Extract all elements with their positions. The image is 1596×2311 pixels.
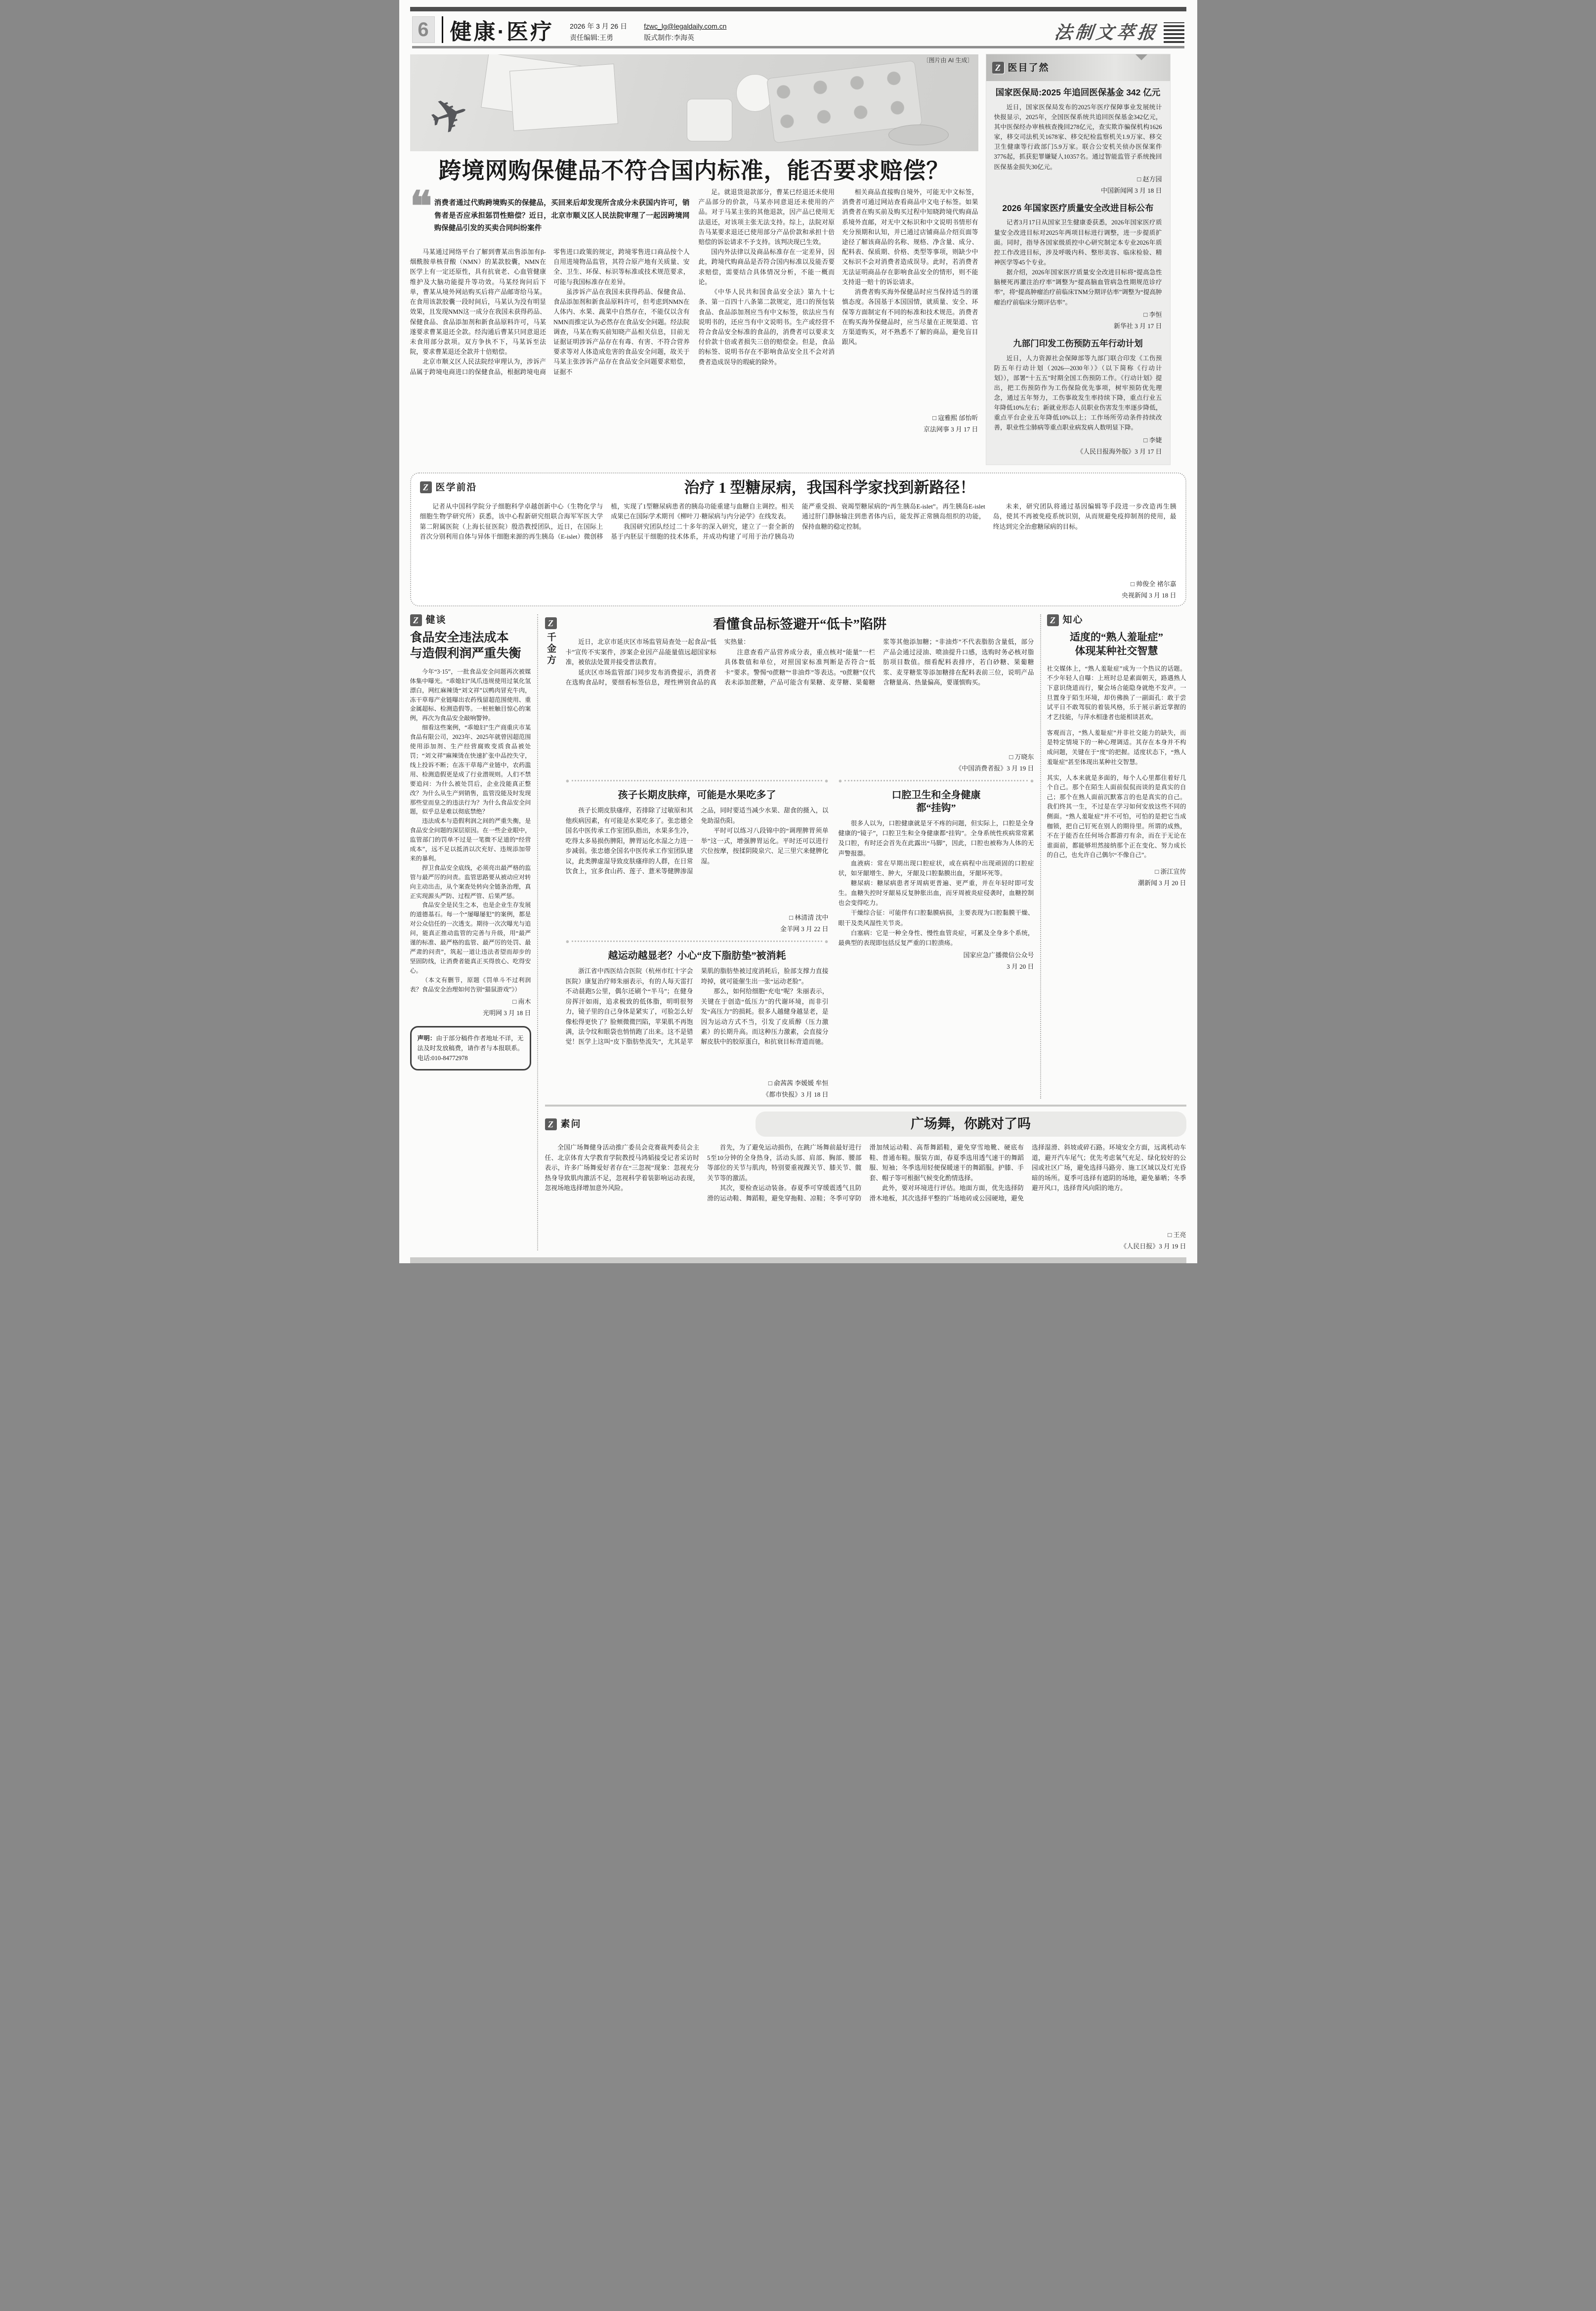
food-label-body: 近日，北京市延庆区市场监管局查处一起食品“低卡”宣传不实案件，涉案企业因产品能量值远超国家标准，被依法处置并接受普法教育。 延庆区市场监管部门同步发布消费提示，消费者在选购食品时，要细看标签信息，理性辨别食品的真实热量： 注意查看产品营养成分表，重点核对“能量”一栏具体数值和单位，对照国家标准判断是否符合“低卡”要求。警惕“0蔗糖”“非油炸”等表达。“0蔗糖”仅代表未添加蔗糖，产品可能含有果糖、麦芽糖、果葡糖浆等其他添加糖；“非油炸”不代表脂肪含量低，部分产品会通过浸油、喷油提升口感，选购时务必核对脂肪项目数值。细看配料表排序，若白砂糖、果葡糖浆、麦芽糖浆等添加糖排在配料表前三位，说明产品含糖量高、热量偏高，要谨慎购买。 bbox=[565, 639, 1034, 686]
skin-itch-source: 金羊网 3 月 22 日 bbox=[780, 925, 829, 933]
dotted-separator: ● ● bbox=[565, 777, 829, 785]
exercise-aging-headline: 越运动越显老？小心“皮下脂肪垫”被消耗 bbox=[608, 950, 786, 962]
main-source: 京法网事 3 月 17 日 bbox=[923, 425, 978, 433]
lead-paragraph bbox=[410, 183, 690, 242]
z-logo-icon: Z bbox=[992, 62, 1004, 74]
page-number: 6 bbox=[412, 16, 435, 43]
sidebar-item bbox=[986, 197, 1170, 332]
sidebar-item-headline: 九部门印发工伤预防五年行动计划 bbox=[1013, 338, 1143, 348]
oral-health-headline: 口腔卫生和全身健康 都“挂钩” bbox=[891, 790, 981, 814]
commentary-headline: 食品安全违法成本 与造假利润严重失衡 bbox=[410, 631, 521, 661]
newspaper-page bbox=[399, 0, 1197, 1263]
heart-column bbox=[1041, 614, 1186, 1099]
top-fold-bar bbox=[410, 7, 1186, 11]
main-byline: □ 寇雅熙 邰怡昕 bbox=[932, 414, 978, 422]
exercise-aging-body: 浙江省中西医结合医院（杭州市红十字会医院）康复治疗师朱丽表示，有的人每天雷打不动晨跑5公里，偶尔还刷个“半马”；在健身房挥汗如雨，追求极致的低体脂，明明很努力，镜子里的自己身体是紧实了，可脸怎么好像松得更快了？脸颊微微凹陷，苹果肌不再饱满，法令纹和眼袋也悄悄跑了出来。这不是错觉！医学上这叫“皮下脂肪垫流失”，尤其是苹果肌的脂肪垫被过度消耗后，脸部支撑力直接垮掉，就可能催生出一张“运动老脸”。 那么，如何给细胞“充电”呢？朱丽表示，关键在于创造“低压力”的代谢环境，而非引发“高压力”的损耗。很多人越健身越显老，是因为运动方式不当，引发了皮质醇（压力激素）的长期升高。而这种压力激素，会直接分解皮肤中的胶原蛋白，和抗衰目标背道而驰。 bbox=[565, 968, 829, 1046]
sidebar-kicker: 医目了然 bbox=[1008, 62, 1050, 73]
sidebar-item-body: 近日，人力资源社会保障部等九部门联合印发《工伤预防五年行动计划（2026—2030年）》（以下简称《行动计划》），部署“十五五”时期全国工伤预防工作。《行动计划》提出，把工伤预防作为工伤保险优先事项，树牢预防优先理念，通过五年努力，工伤事故发生率持续下降，重点行业五年降低10%左右；新就业形态人员职业伤害发生率逐步降低，重点平台企业五年降低10%以上；工作场所劳动条件持续改善，职业性尘肺病等重点职业病发病人数明显下降。 bbox=[994, 354, 1162, 431]
sidebar-item-headline: 国家医保局:2025 年追回医保基金 342 亿元 bbox=[995, 87, 1161, 97]
heart-source: 潮新闻 3 月 20 日 bbox=[1137, 879, 1186, 887]
section-title: 健康·医疗 bbox=[450, 20, 554, 44]
square-dance-headline: 广场舞，你跳对了吗 bbox=[756, 1112, 1186, 1137]
heart-body: 社交媒体上，“熟人羞耻症”成为一个热议的话题。不少年轻人自曝：上班时总是素面朝天，路遇熟人下意识绕道而行，聚会场合能隐身就绝不发声。一旦置身于陌生环境，却仿佛换了一副面孔：敢于尝试平日不敢驾驭的着装风格，乐于展示新近掌握的才艺技能，与萍水相逢者也能相谈甚欢。 客观而言，“熟人羞耻症”并非社交能力的缺失，而是特定情境下的一种心理调适。其存在本身并不构成问题，关键在于“度”的把握。适度状态下，“熟人羞耻症”甚至体现出某种社交智慧。 其实，人本来就是多面的，每个人心里都住着好几个自己。那个在陌生人面前侃侃而谈的是真实的自己；那个在熟人面前沉默寡言的也是真实的自己。我们终其一生，不过是在学习如何安放这些不同的侧面。“熟人羞耻症”并不可怕，可怕的是把它当成枷锁，把自己钉死在别人的期待里。所谓的成熟，不在于能否在任何场合都游刃有余，而在于无论在谁面前，都能够坦然接纳那个正在变化、努力成长的自己，也允许自己偶尔“不像自己”。 bbox=[1047, 665, 1186, 859]
sidebar-medical-news bbox=[986, 54, 1170, 465]
oral-health-source: 3 月 20 日 bbox=[1007, 963, 1034, 971]
sidebar-item-byline: □ 李婕 bbox=[1143, 436, 1162, 444]
sidebar-header bbox=[986, 54, 1170, 81]
food-label-source: 《中国消费者报》3 月 19 日 bbox=[955, 765, 1034, 772]
commentary-kicker: 健谈 bbox=[425, 615, 447, 626]
oral-health-byline: 国家应急广播微信公众号 bbox=[963, 951, 1034, 959]
food-label-headline: 看懂食品标签避开“低卡”陷阱 bbox=[713, 616, 886, 632]
sidebar-item-byline: □ 赵方园 bbox=[1137, 175, 1162, 183]
publish-date: 2026 年 3 月 26 日 bbox=[570, 22, 628, 30]
masthead-divider bbox=[442, 16, 443, 43]
frontier-byline: □ 帅俊全 褚尔嘉 bbox=[1131, 580, 1176, 588]
newspaper-brand bbox=[1054, 22, 1184, 43]
contact-email: fzwc_lg@legaldaily.com.cn bbox=[644, 22, 727, 30]
sidebar-item-body: 记者3月17日从国家卫生健康委获悉，2026年国家医疗质量安全改进目标对2025年两项目标进行调整，进一步提质扩面。同时，指导各国家级质控中心研究制定本专业2026年质控工作改进目标，涉及呼吸内科、整形美容、临床检验、精神医学等45个专业。 据介绍，2026年国家医疗质量安全改进目标将“提高急性脑梗死再灌注治疗率”调整为“提高脑血管病急性期规范诊疗率”，将“提高肿瘤治疗前临床TNM分期评估率”调整为“提高肿瘤治疗前临床分期评估率”。 bbox=[994, 219, 1162, 306]
page-bottom-bar bbox=[410, 1257, 1186, 1263]
commentary-column bbox=[410, 614, 538, 1250]
lead-photo bbox=[410, 54, 978, 151]
square-dance-section bbox=[545, 1105, 1186, 1250]
health-tips-section bbox=[545, 614, 1041, 1099]
square-dance-byline: □ 王亮 bbox=[1168, 1231, 1186, 1239]
sidebar-item bbox=[986, 81, 1170, 197]
commentary-body: 今年“3·15”，一批食品安全问题再次被媒体集中曝光。“乖媳妇”凤爪违规使用过氧化氢漂白，网红麻辣烫“刘文祥”以鸭肉冒充牛肉，冻干草莓产业链曝出农药残留超范围使用、重金属超标、检测造假等。一桩桩触目惊心的案例，再次为食品安全敲响警钟。 细看这些案例，“乖媳妇”生产商重庆市某食品有限公司，2023年、2025年就曾因超范围使用添加剂、生产经营腐败变质食品被处罚；“刘文祥”麻辣烫在快速扩张中品控失守，线上投诉不断；在冻干草莓产业链中，农药滥用、检测造假更是成了行业潜规则。人们不禁要追问：为什么被处罚后，企业没能真正整改？为什么从生产到销售，监管没能及时发现那些堂而皇之的违法行为？为什么食品安全问题，似乎总是难以彻底禁绝？ 违法成本与造假利润之间的严重失衡，是食品安全问题的深层原因。在一些企业眼中，监管部门的罚单不过是一笔微不足道的“经营成本”，远不足以抵消以次充好、违规添加带来的暴利。 捍卫食品安全底线，必须亮出最严格的监管与最严厉的问责。监管思路要从被动应对转向主动出击，从个案查处转向全链条治理，真正实现源头严防、过程严管、后果严惩。 食品安全是民生之本，也是企业生存发展的道德基石。每一个“屡曝屡犯”的案例，都是对公众信任的一次透支。期待一次次曝光与追问，能真正推动监管的完善与升级，用“最严谨的标准、最严格的监管、最严厉的处罚、最严肃的问责”，筑起一道让违法者望而却步的坚固防线，让消费者能真正买得放心、吃得安心。 （本文有删节，原题《罚单斗不过利润表？食品安全治理如何告别“猫鼠游戏”》） bbox=[410, 668, 531, 993]
publication-info bbox=[570, 22, 726, 43]
documents-illustration bbox=[509, 64, 618, 131]
notice-text: 由于部分稿件作者地址不详，无法及时发放稿费，请作者与本报联系。电话:010-84772978 bbox=[417, 1034, 524, 1062]
frontier-body: 记者从中国科学院分子细胞科学卓越创新中心（生物化学与细胞生物学研究所）获悉，该中心程新研究组联合海军军医大学第二附属医院（上海长征医院）殷浩教授团队，近日，在国际上首次分别利用自体与异体干细胞来源的再生胰岛（E-islet）微创移植，实现了1型糖尿病患者的胰岛功能重建与血糖自主调控。相关成果已在国际学术期刊《柳叶刀·糖尿病与内分泌学》在线发表。 我国研究团队经过二十多年的深入研究，建立了一套全新的基于内胚层干细胞的技术体系，并成功构建了可用于治疗胰岛功能严重受损、衰竭型糖尿病的“再生胰岛E-islet”。再生胰岛E-islet通过肝门静脉输注到患者体内后，能发挥正常胰岛组织的功能，保持血糖的稳定控制。 未来，研究团队将通过基因编辑等手段进一步改造再生胰岛，使其不再被免疫系统识别，从而规避免疫抑制剂的使用，最终达到完全治愈糖尿病的目标。 bbox=[420, 503, 1176, 541]
commentary-source: 光明网 3 月 18 日 bbox=[482, 1009, 531, 1017]
masthead-rule bbox=[412, 46, 1184, 49]
skin-itch-byline: □ 林清清 沈中 bbox=[789, 914, 829, 922]
designer-credit: 版式制作:李海英 bbox=[644, 33, 694, 42]
skin-itch-headline: 孩子长期皮肤痒，可能是水果吃多了 bbox=[618, 790, 776, 801]
main-body-right: 足。就退货退款部分，曹某已经退还未使用产品部分的价款，马某亦同意退还未使用的产品。对于马某主张的其他退款，因产品已使用无法退还，对该项主张无法支持。综上，法院对原告马某要求退还已使用部分产品价款和承担十倍赔偿的诉讼请求不予支持。该判决现已生效。 国内外法律以及商品标准存在一定差异，因此，跨境代购商品是否符合国内标准以及能否要求赔偿，需要结合具体情况分析，不能一概而论。 《中华人民共和国食品安全法》第九十七条、第一百四十八条第二款规定，进口的预包装食品、食品添加剂应当有中文标签，依法应当有说明书的，还应当有中文说明书。生产或经营不符合食品安全标准的食品的，消费者可以要求支付价款十倍或者损失三倍的赔偿金。但是，食品的标签、说明书存在不影响食品安全且不会对消费者造成误导的瑕疵的除外。 相关商品直接购自境外，可能无中文标签，消费者可通过网站查看商品中文电子标签。如果消费者在购买前及购买过程中知晓跨境代购商品系境外直邮，对无中文标识和中文说明书情形有充分预期和认知，并已通过店铺商品介绍页面等途径了解该商品的名称、规格、净含量、成分、配料表、保质期、价格、类型等事项，则缺少中文标识不会对消费者造成误导。此时，若消费者无法证明商品存在影响食品安全的情形，则不能支持退一赔十的诉讼请求。 消费者购买海外保健品时应当保持适当的谨慎态度。各国基于本国国情，就质量、安全、环保等方面制定有不同的标准和技术规范。消费者在购买海外保健品时，应当尽量在正规渠道、官方渠道购买，对不熟悉不了解的商品，避免盲目跟风。 bbox=[698, 188, 978, 366]
frontier-headline: 治疗 1 型糖尿病，我国科学家找到新路径！ bbox=[684, 478, 975, 496]
masthead bbox=[410, 15, 1186, 46]
z-logo-icon: Z bbox=[1047, 614, 1059, 626]
square-dance-kicker: 素问 bbox=[560, 1119, 582, 1130]
editor-credit: 责任编辑:王勇 bbox=[570, 33, 614, 42]
newspaper-name: 法制文萃报 bbox=[1053, 23, 1160, 43]
exercise-aging-source: 《都市快报》3 月 18 日 bbox=[762, 1091, 829, 1099]
skin-itch-body: 孩子长期皮肤瘙痒，若排除了过敏原和其他疾病因素，有可能是水果吃多了。张忠德全国名中医传承工作室团队指出，水果多生冷，吃得太多易损伤脾阳，脾胃运化水湿之力进一步减弱。张忠德全国名中医传承工作室团队建议，此类脾虚湿导致皮肤瘙痒的人群，在日常饮食上，宜多食山药、莲子、薏米等健脾渗湿之品，同时要适当减少水果、甜食的摄入，以免助湿伤阳。 平时可以练习八段锦中的“调理脾胃须单举”这一式，增强脾胃运化。平时还可以进行穴位按摩，按揉阴陵泉穴、足三里穴来健脾化湿。 bbox=[565, 807, 829, 875]
sidebar-item-body: 近日，国家医保局发布的2025年医疗保障事业发展统计快报显示，2025年，全国医保系统共追回医保基金342亿元，其中医保经办审核核查挽回278亿元，查实欺诈骗保机构1626家，移交司法机关1678家、移交纪检监察机关1.9万家、移交卫生健康等行政部门5.9万家。联合公安机关侦办医保案件3776起，抓获犯罪嫌疑人10357名。通过智能监管子系统挽回医保基金损失30亿元。 bbox=[994, 103, 1162, 171]
editorial-notice bbox=[410, 1026, 531, 1070]
z-logo-icon: Z bbox=[420, 481, 432, 493]
heart-byline: □ 浙江宣传 bbox=[1155, 868, 1186, 876]
heart-headline: 适度的“熟人羞耻症” 体现某种社交智慧 bbox=[1070, 631, 1163, 657]
z-logo-icon: Z bbox=[545, 617, 557, 629]
commentary-byline: □ 南木 bbox=[512, 997, 531, 1005]
main-headline: 跨境网购保健品不符合国内标准，能否要求赔偿？ bbox=[438, 158, 950, 183]
dotted-separator: ● ● bbox=[838, 777, 1034, 785]
oral-health-article bbox=[839, 772, 1034, 1099]
sidebar-item-headline: 2026 年国家医疗质量安全改进目标公布 bbox=[1002, 203, 1154, 213]
sidebar-item-source: 新华社 3 月 17 日 bbox=[1113, 322, 1162, 330]
z-logo-icon: Z bbox=[545, 1118, 557, 1130]
exercise-aging-byline: □ 俞茜茜 李媛媛 牟恒 bbox=[768, 1079, 829, 1087]
sidebar-item-source: 中国新闻网 3 月 18 日 bbox=[1100, 186, 1162, 194]
main-body-left: 马某通过网络平台了解到曹某出售添加有β-烟酰胺单核苷酸（NMN）的某款胶囊，NMN在医学上有一定还原性，具有抗衰老、心血管健康维护及大脑功能提升等功效。马某经询问后下单，曹某从境外网站购买后将产品邮寄给马某。在食用该款胶囊一段时间后，马某认为没有明显效果，且发现NMN这一成分在我国未获得药品、保健食品、食品添加剂和新食品原料许可，马某遂要求曹某退还全款。经沟通后曹某只同意退还未食用部分款项。双方争执不下，马某诉至法院，要求曹某退还全款并十倍赔偿。 北京市顺义区人民法院经审理认为，涉诉产品属于跨境电商进口的保健食品，根据跨境电商零售进口政策的规定，跨境零售进口商品按个人自用进境物品监管，其符合原产地有关质量、安全、卫生、环保、标识等标准或技术规范要求，可能与我国标准存在差异。 虽涉诉产品在我国未获得药品、保健食品、食品添加剂和新食品原料许可，但考虑到NMN在人体内、水果、蔬菜中自然存在，不能仅以含有NMN而推定认为必然存在食品安全问题。经法院调查，马某在购买前知晓产品相关信息，目前无证据证明涉诉产品存在有毒、有害、不符合营养要求等对人体造成危害的食品安全问题，故关于马某主张涉诉产品存在食品安全问题要求赔偿，证据不 bbox=[410, 249, 690, 376]
coins-illustration bbox=[888, 125, 949, 145]
food-label-byline: □ 万晓东 bbox=[1009, 753, 1034, 761]
main-article bbox=[410, 54, 978, 465]
frontier-source: 央视新闻 3 月 18 日 bbox=[1121, 591, 1176, 599]
sidebar-item-source: 《人民日报海外版》3 月 17 日 bbox=[1077, 447, 1162, 455]
qr-code bbox=[1164, 22, 1184, 43]
health-tips-kicker: Z 千金方 bbox=[546, 618, 556, 666]
quote-mark-icon: ❝ bbox=[410, 183, 432, 230]
sidebar-item bbox=[986, 332, 1170, 458]
sidebar-item-byline: □ 李恒 bbox=[1143, 310, 1162, 318]
notice-label: 声明： bbox=[417, 1034, 436, 1042]
square-dance-source: 《人民日报》3 月 19 日 bbox=[1120, 1242, 1186, 1250]
oral-health-body: 很多人以为，口腔健康就是牙不疼的问题，但实际上，口腔是全身健康的“镜子”，口腔卫生和全身健康都“挂钩”。全身系统性疾病常常累及口腔，有时还会首先在此露出“马脚”，因此，口腔也被称为人体的无声警报器。 血液病：常在早期出现口腔症状，或在病程中出现顽固的口腔症状，如牙龈增生、肿大，牙龈及口腔黏膜出血，牙龈坏死等。 糖尿病：糖尿病患者牙周病更普遍、更严重，并在年轻时即可发生。血糖失控时牙龈易反复肿胀出血，而牙周被炎症侵袭时，血糖控制也会变得吃力。 干燥综合征：可能伴有口腔黏膜病损，主要表现为口腔黏膜干燥、眼干及类风湿性关节炎。 白塞病：它是一种全身性、慢性血管炎症，可累及全身多个系统，最典型的表现即包括反复严重的口腔溃疡。 bbox=[838, 820, 1034, 946]
airplane-illustration: ✈ bbox=[422, 84, 477, 148]
lead-text: 消费者通过代购跨境购买的保健品，买回来后却发现所含成分未获国内许可，销售者是否应承担惩罚性赔偿？近日，北京市顺义区人民法院审理了一起因跨境网购保健品引发的买卖合同纠纷案件 bbox=[434, 199, 690, 233]
heart-kicker: 知心 bbox=[1062, 615, 1084, 626]
z-logo-icon: Z bbox=[410, 614, 422, 626]
frontier-kicker: 医学前沿 bbox=[435, 482, 477, 493]
jar-illustration bbox=[687, 99, 732, 141]
skin-itch-article bbox=[566, 772, 829, 1099]
photo-caption: 〔图片由 AI 生成〕 bbox=[923, 57, 973, 64]
square-dance-body: 全国广场舞健身活动推广委员会竞赛裁判委员会主任、北京体育大学教育学院教授马鸿韬接受记者采访时表示，许多广场舞爱好者存在“三忽视”现象：忽视充分热身导致肌肉激活不足，忽视科学着装影响运动表现，忽视场地选择增加意外风险。 首先，为了避免运动损伤，在跳广场舞前最好进行5至10分钟的全身热身，活动头部、肩部、胸部、腰部等部位的关节与肌肉，特别要重视踝关节、膝关节、髋关节等的激活。 其次，要检查运动装备。春夏季可穿缓震透气且防滑的运动鞋、舞蹈鞋，避免穿拖鞋、凉鞋；冬季可穿防滑加绒运动鞋、高帮舞蹈鞋，避免穿雪地靴、硬底布鞋、普通布鞋。服装方面，春夏季选用透气速干的舞蹈服、短袖；冬季选用轻便保暖速干的舞蹈服。护膝、手套、帽子等可根据气候变化酌情选择。 此外，要对环境进行评估。地面方面，优先选择防滑木地板，其次选择平整的广场地砖或公园硬地，避免选择湿滑、斜坡或碎石路。环境安全方面，远离机动车道，避开汽车尾气；优先考虑氧气充足、绿化较好的公园或社区广场，避免选择马路旁、施工区域以及灯光昏暗的场所。夏季可选择有遮阴的场地，避免暴晒；冬季避开风口，选择背风向阳的地方。 bbox=[545, 1144, 1186, 1202]
medical-frontier-section bbox=[410, 472, 1186, 606]
dotted-separator: ● ● bbox=[565, 938, 829, 945]
